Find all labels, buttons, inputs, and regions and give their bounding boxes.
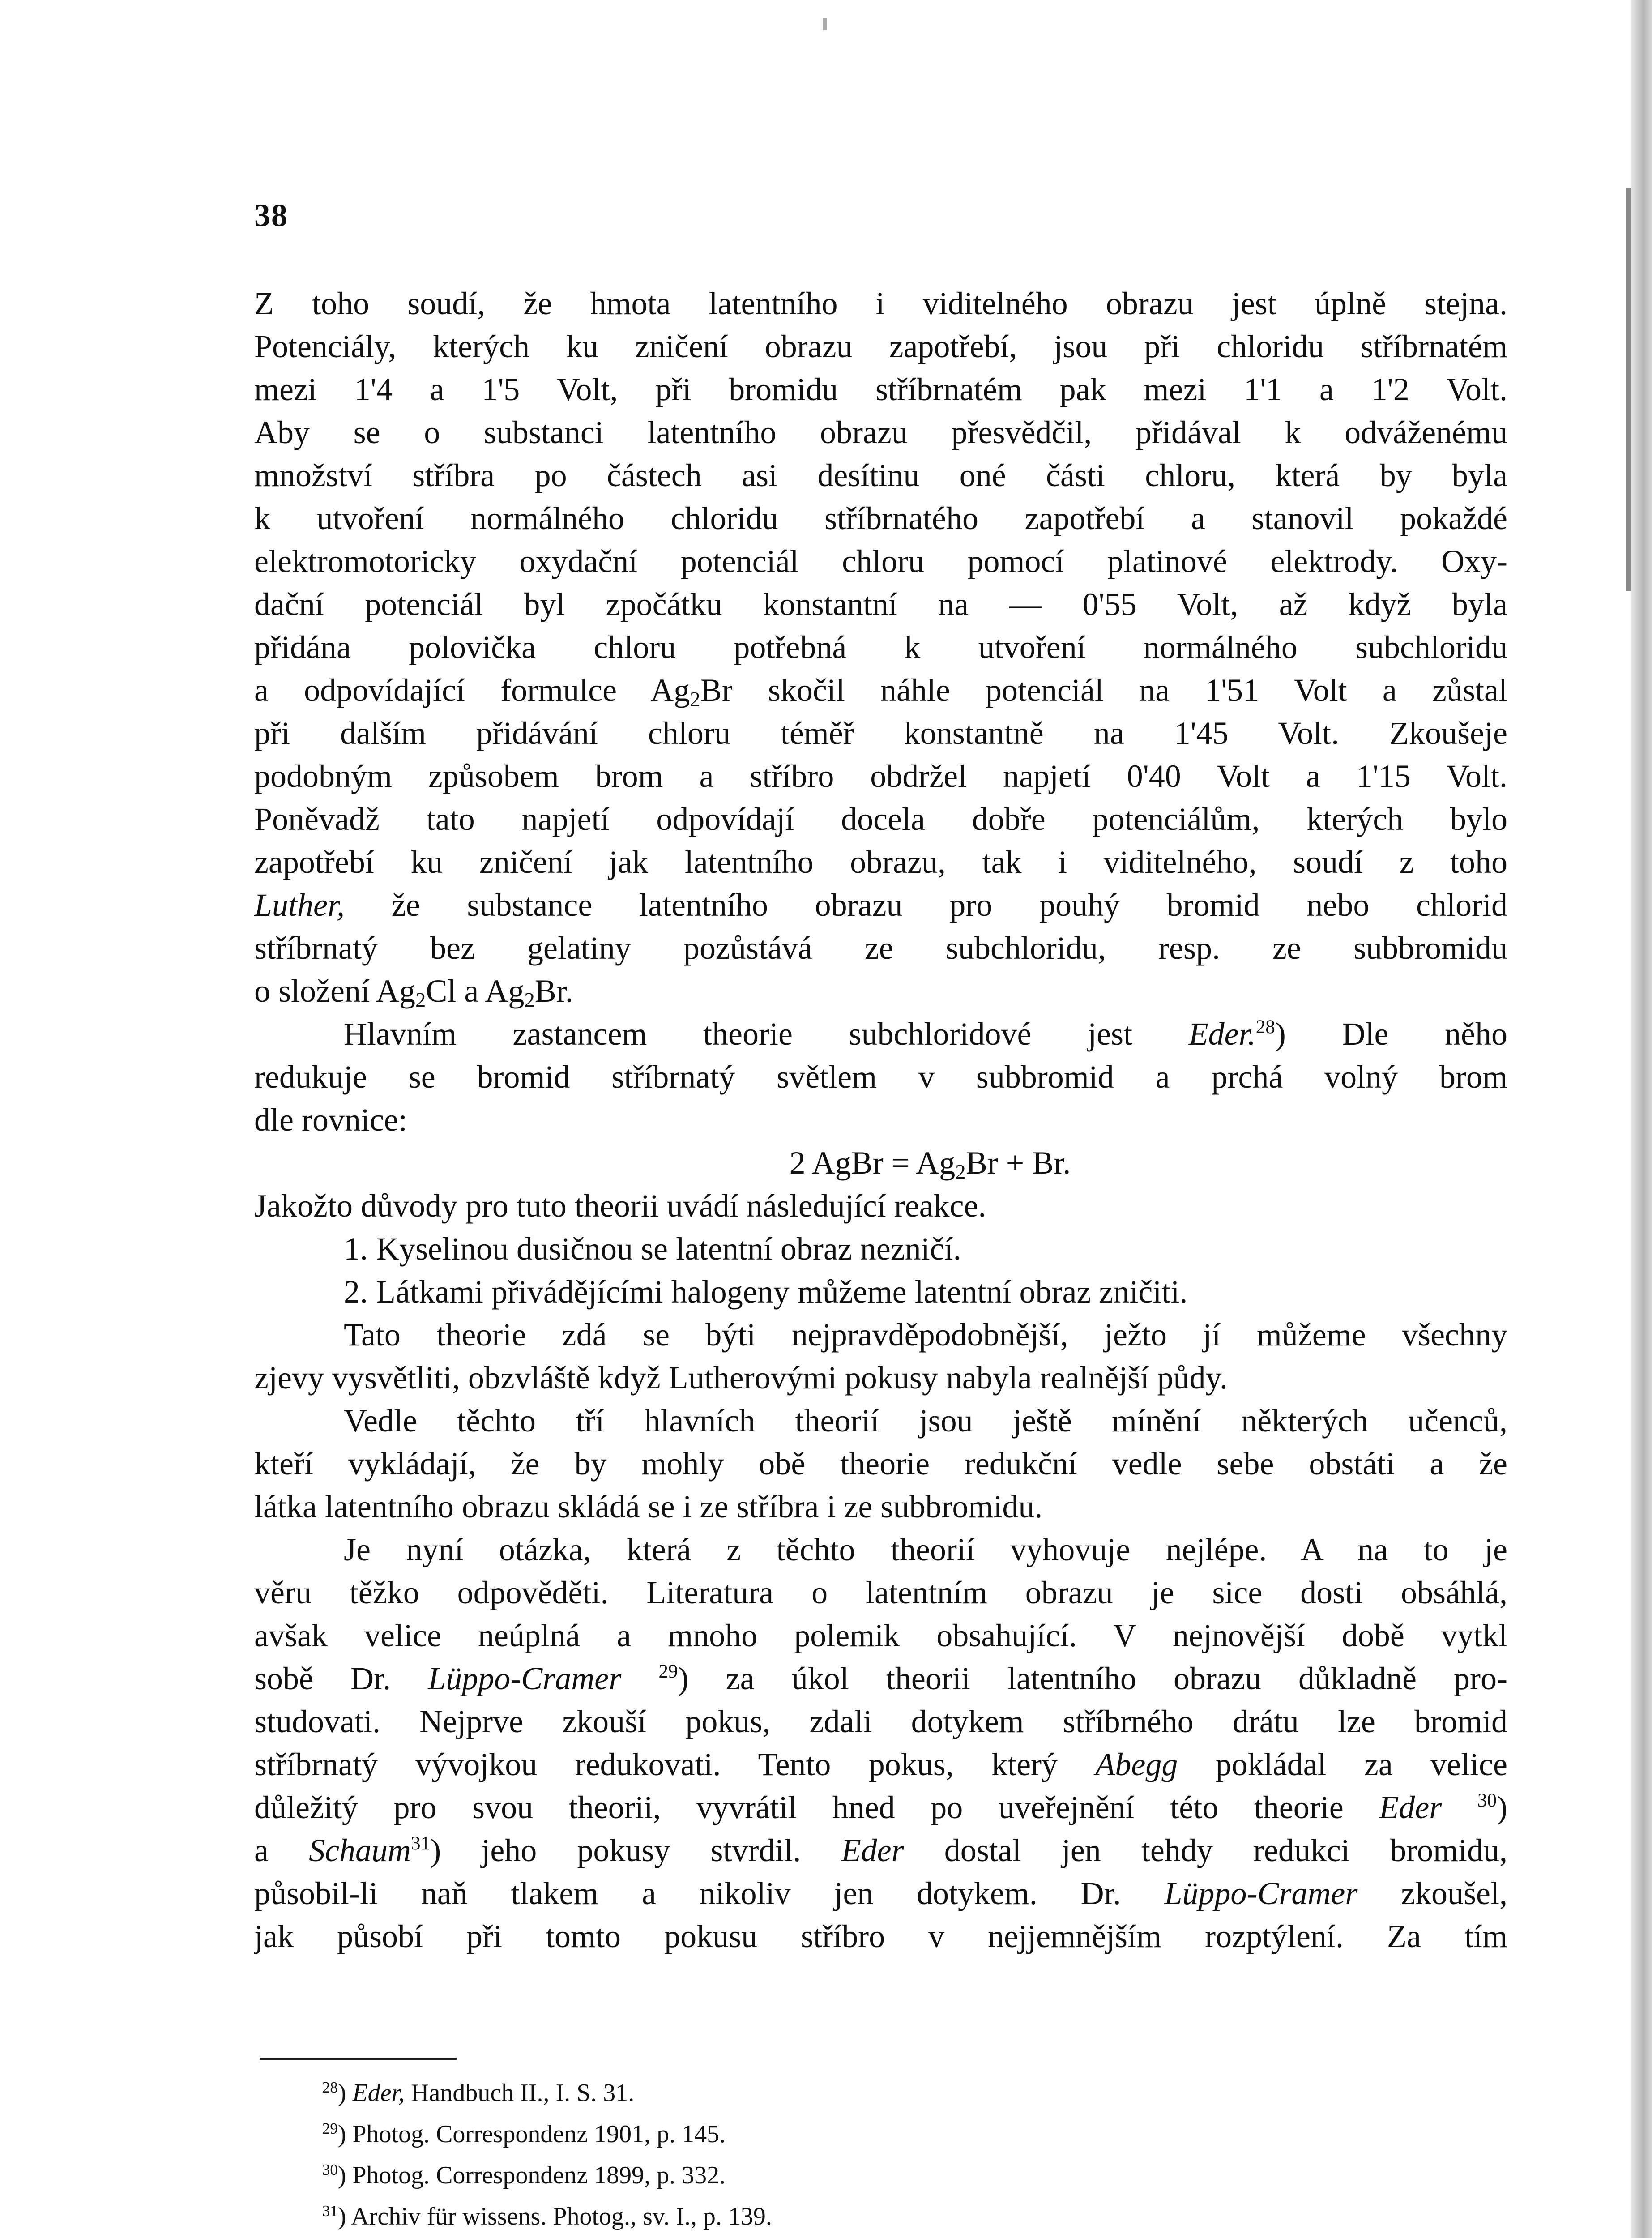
author-name: Eder, [352,2079,405,2107]
text-line: a odpovídající formulce $Ag_2Br$ skočil náhle potenciál na 1'51 Volt a zůstal [254,672,1507,711]
text-line: sobě Dr. Lüppo-Cramer $^{29}$) za úkol theorii latentního obrazu důkladně pro- [254,1661,1507,1696]
footnote-ref: 31 [411,1833,431,1854]
paragraph [254,1012,1507,1184]
paragraph [254,1313,1507,1399]
footnote: $^{29}$) Photog. Correspondenz 1901, p. 145. [322,2119,726,2148]
text-line: elektromotoricky oxydační potenciál chloru pomocí platinové elektrody. Oxy- [254,543,1507,579]
footnote-separator [260,2058,457,2060]
author-name: Eder. [1188,1016,1256,1052]
list-item: 1. Kyselinou dusičnou se latentní obraz nezničí. [344,1231,961,1267]
text-line: Z toho soudí, že hmota latentního i viditelného obrazu jest úplně stejna. [254,286,1507,321]
paragraph [254,1184,1507,1313]
text-line: zjevy vysvětliti, obzvláště když Lutherovými pokusy nabyla realnější půdy. [254,1360,1228,1396]
footnote-ref: 28 [1255,1016,1275,1038]
text-line: podobným způsobem brom a stříbro obdržel napjetí 0'40 Volt a 1'15 Volt. [254,758,1507,794]
equation: 2 AgBr = $Ag_2Br + Br$. [789,1145,1071,1184]
footnote: $^{28}$) Eder, Handbuch II., I. S. 31. [322,2078,635,2107]
text-line: a Schaum$^{31}$) jeho pokusy stvrdil. Eder dostal jen tehdy redukci bromidu, [254,1832,1507,1868]
author-name: Eder [1379,1790,1442,1825]
main-text [254,282,1507,1958]
author-name: Eder [841,1832,904,1868]
text-line: látka latentního obrazu skládá se i ze stříbra i ze subbromidu. [254,1489,1043,1525]
text-line: Luther, že substance latentního obrazu pro pouhý bromid nebo chlorid [254,887,1507,923]
text-line: k utvoření normálného chloridu stříbrnatého zapotřebí a stanovil pokaždé [254,500,1507,536]
author-name: Abegg [1095,1747,1178,1782]
text-line: přidána polovička chloru potřebná k utvoření normálného subchloridu [254,629,1507,665]
text-line: dle rovnice: [254,1102,407,1138]
text-line: stříbrnatý bez gelatiny pozůstává ze subchloridu, resp. ze subbromidu [254,930,1507,966]
author-name: Lüppo-Cramer [428,1661,622,1696]
text-line: věru těžko odpověděti. Literatura o latentním obrazu je sice dosti obsáhlá, [254,1575,1507,1610]
author-name: Luther, [254,887,345,923]
text-line: Hlavním zastancem theorie subchloridové jest Eder.$^{28}$) Dle něho [344,1016,1507,1052]
text-line: důležitý pro svou theorii, vyvrátil hned po uveřejnění této theorie Eder $^{30}$) [254,1790,1507,1825]
text-line: jak působí při tomto pokusu stříbro v nejjemnějším rozptýlení. Za tím [254,1918,1507,1954]
scan-artifact [1626,188,1631,591]
text-line: mezi 1'4 a 1'5 Volt, při bromidu stříbrnatém pak mezi 1'1 a 1'2 Volt. [254,372,1507,407]
text-line: Potenciály, kterých ku zničení obrazu zapotřebí, jsou při chloridu stříbrnatém [254,329,1507,364]
text-line: kteří vykládají, že by mohly obě theorie redukční vedle sebe obstáti a že [254,1446,1507,1482]
footnote: $^{31}$) Archiv für wissens. Photog., sv. I., p. 139. [322,2202,772,2230]
text-line: Poněvadž tato napjetí odpovídají docela dobře potenciálům, kterých bylo [254,801,1507,837]
text-line: Je nyní otázka, která z těchto theorií vyhovuje nejlépe. A na to je [344,1532,1507,1567]
text-line: Tato theorie zdá se býti nejpravděpodobnější, ježto jí můžeme všechny [344,1317,1507,1353]
text-line: redukuje se bromid stříbrnatý světlem v subbromid a prchá volný brom [254,1059,1507,1095]
author-name: Lüppo-Cramer [1164,1875,1358,1911]
paragraph [254,1399,1507,1528]
paragraph [254,282,1507,1012]
text-line: avšak velice neúplná a mnoho polemik obsahující. V nejnovější době vytkl [254,1618,1507,1653]
text-line: při dalším přidávání chloru téměř konstantně na 1'45 Volt. Zkoušeje [254,715,1507,751]
text-line: působil-li naň tlakem a nikoliv jen dotykem. Dr. Lüppo-Cramer zkoušel, [254,1875,1507,1911]
text-line: stříbrnatý vývojkou redukovati. Tento pokus, který Abegg pokládal za velice [254,1747,1507,1782]
footnote-ref: 30 [1477,1790,1497,1811]
footnotes [322,2072,1307,2237]
author-name: Schaum [309,1832,411,1868]
text-line: o složení $Ag_2Cl$ a $Ag_2Br$. [254,973,573,1012]
page-edge-shadow [1631,0,1652,2238]
text-line: množství stříbra po částech asi desítinu oné části chloru, která by byla [254,457,1507,493]
scan-artifact [823,18,827,30]
text-line: Aby se o substanci latentního obrazu přesvědčil, přidával k odváženému [254,414,1507,450]
page-number: 38 [254,197,288,233]
list-item: 2. Látkami přivádějícími halogeny můžeme latentní obraz zničiti. [344,1274,1188,1310]
text-line: zapotřebí ku zničení jak latentního obrazu, tak i viditelného, soudí z toho [254,844,1507,880]
text-line: Vedle těchto tří hlavních theorií jsou ještě mínění některých učenců, [344,1403,1507,1439]
text-line: studovati. Nejprve zkouší pokus, zdali dotykem stříbrného drátu lze bromid [254,1704,1507,1739]
text-line: dační potenciál byl zpočátku konstantní na — 0'55 Volt, až když byla [254,586,1507,622]
footnote: $^{30}$) Photog. Correspondenz 1899, p. 332. [322,2161,726,2189]
text-line: Jakožto důvody pro tuto theorii uvádí následující reakce. [254,1188,986,1224]
paragraph [254,1528,1507,1958]
footnote-ref: 29 [658,1661,678,1683]
